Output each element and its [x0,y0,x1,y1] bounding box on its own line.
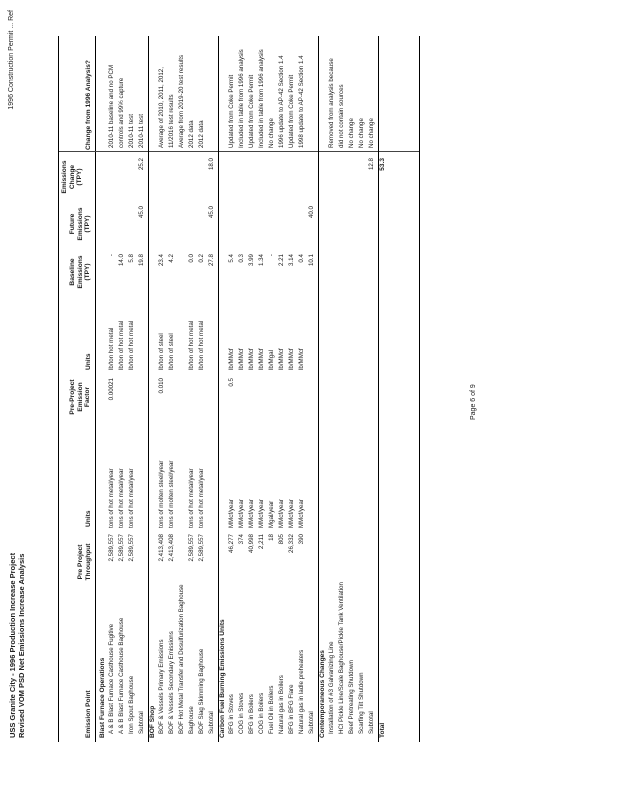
table-row [108,36,116,742]
cell-n: Removed from analysis because [328,58,335,148]
table-row [288,36,296,742]
doc-title: USS Granite City - 1996 Production Increase Project [8,552,17,738]
cell-n: Included in table from 1996 analysis [238,49,245,148]
cell-point: Installation of #3 Galvanizing Line [328,641,335,734]
cell-point: Natural gas in ladle preheaters [298,649,305,734]
col-change: Emissions Change (TPY) [61,160,83,194]
cell-n: No change [368,118,375,148]
cell-b: 23.4 [158,254,165,267]
cell-n: 2012 data [198,120,205,148]
cell-n: Average from 2019-20 test results [178,54,185,148]
cell-u: tons of hot metal/year [128,468,135,528]
cell-n: Updated from Coke Permit [248,74,255,148]
cell-b: 4.2 [168,254,175,263]
cell-tp: 18 [268,534,275,541]
cell-fu: lb/ton of hot metal [198,320,205,370]
cell-tp: 2,211 [258,534,265,550]
cell-point: Subtotal [368,711,375,734]
cell-u: MMcf/year [228,499,235,528]
cell-u: tons of hot metal/year [188,468,195,528]
cell-tp: 2,589,557 [118,534,125,562]
cell-b: - [268,254,275,257]
emissions-table [58,36,420,742]
cell-b: 10.1 [308,254,315,267]
cell-b: 27.8 [208,254,215,267]
cell-f: 0.5 [228,378,235,387]
cell-n: 2012 data [188,120,195,148]
cell-point: A & B Blast Furnace Casthouse Fugitive [108,623,115,734]
cell-b: 5.4 [228,254,235,263]
cell-u: MMcf/year [288,499,295,528]
col-factor: Pre-Project Emission Factor [69,379,91,415]
table-row [278,36,286,742]
cell-tp: 390 [298,534,305,545]
cell-tp: 2,589,557 [108,534,115,562]
table-row [238,36,246,742]
cell-c: 53.3 [379,158,386,171]
cell-b: 1.34 [258,254,265,267]
cell-fu: lb/MMcf [288,348,295,370]
col-future: Future Emissions (TPY) [69,207,91,241]
corner-label: 1996 Construction Permit ... Ref [8,10,15,110]
col-baseline: Baseline Emissions (TPY) [69,255,91,289]
cell-n: did not contain sources [338,84,345,148]
cell-point: BFG in BFG Flare [288,684,295,734]
cell-fu: lb/ton of hot metal [128,320,135,370]
cell-n: Included in table from 1996 analysis [258,49,265,148]
cell-tp: 2,589,557 [198,534,205,562]
cell-u: tons of hot metal/year [118,468,125,528]
cell-c: 18.0 [208,158,215,171]
cell-b: 2.21 [278,254,285,267]
cell-fe: 45.0 [208,206,215,219]
cell-point: BOF Slag Skimming Baghouse [198,648,205,734]
table-row [348,36,356,742]
cell-point: Baghouse [188,706,195,734]
cell-point: A & B Blast Furnace Casthouse Baghouse [118,617,125,734]
table-row [358,36,366,742]
table-row [198,36,206,742]
cell-u: tons of molten steel/year [158,460,165,528]
cell-b: 3.99 [248,254,255,267]
cell-b: 5.8 [128,254,135,263]
cell-tp: 2,589,557 [188,534,195,562]
cell-b: 19.8 [138,254,145,267]
section-row [149,36,157,742]
cell-point: COG in Stoves [238,692,245,734]
cell-point: Iron Spout Baghouse [128,675,135,734]
cell-b: 0.3 [238,254,245,263]
cell-fu: lb/MMcf [278,348,285,370]
cell-point: BOF Hot Metal Transfer and Desulfurization Baghouse [178,584,185,734]
cell-n: controls and 99% capture [118,77,125,148]
subtotal-row [308,36,316,742]
table-row [248,36,256,742]
cell-fu: lb/MMcf [298,348,305,370]
header-rule [95,36,96,742]
total-row [379,36,387,742]
cell-n: No change [268,118,275,148]
cell-tp: 40,998 [248,534,255,553]
cell-c: 25.2 [138,158,145,171]
cell-b: 14.0 [118,254,125,267]
col-factor-units: Units [85,353,92,370]
cell-fu: lb/ton of hot metal [188,320,195,370]
cell-n: Updated from Coke Permit [228,74,235,148]
cell-u: MMcf/year [248,499,255,528]
col-emission-point: Emission Point [85,690,92,738]
cell-u: MMcf/year [298,499,305,528]
table-row [258,36,266,742]
cell-point: BOF & Vessels Secondary Emissions [168,631,175,734]
table-row [128,36,136,742]
cell-n: 11/2016 test results [168,94,175,148]
cell-point: BOF Shop [149,705,156,738]
table-row [298,36,306,742]
cell-n: 1996 update to AP-42 Section 1.4 [278,55,285,148]
cell-n: 2010-11 baseline and no PCM [108,64,115,148]
cell-point: BOF & Vessels Primary Emissions [158,639,165,734]
cell-c: 12.8 [368,158,375,171]
cell-tp: 2,589,557 [128,534,135,562]
cell-n: 2010-11 test [128,114,135,148]
cell-u: tons of molten steel/year [168,460,175,528]
cell-fe: 45.0 [138,206,145,219]
cell-b: 0.4 [298,254,305,263]
cell-fu: lb/ton of steel [168,333,175,370]
cell-fu: lb/MMcf [238,348,245,370]
cell-tp: 2,413,408 [158,534,165,562]
cell-u: Mgal/year [268,500,275,528]
cell-point: BFG in Boilers [248,694,255,734]
cell-n: No change [348,118,355,148]
cell-f: 0.00021 [108,378,115,401]
cell-n: No change [358,118,365,148]
cell-tp: 374 [238,534,245,545]
section-row [99,36,107,742]
table-row [188,36,196,742]
cell-point: Beef Pretreating Shutdown [348,660,355,734]
cell-n: Updated from Coke Permit [288,74,295,148]
cell-tp: 805 [278,534,285,545]
table-row [228,36,236,742]
cell-u: MMcf/year [258,499,265,528]
cell-u: tons of hot metal/year [108,468,115,528]
cell-b: 0.2 [198,254,205,263]
cell-point: Scarfing Tilt Shutdown [358,672,365,734]
subtotal-row [138,36,146,742]
col-throughput: Pre Project Throughput [77,543,92,581]
cell-point: Total [379,722,386,738]
table-row [118,36,126,742]
cell-n: 1998 update to AP-42 Section 1.4 [298,55,305,148]
table-row [168,36,176,742]
cell-point: Natural gas in Boilers [278,675,285,734]
cell-u: MMcf/year [278,499,285,528]
table-row [268,36,276,742]
page-number: Page 6 of 9 [470,384,477,420]
cell-tp: 2,413,408 [168,534,175,562]
doc-subtitle: Revised VOM PSD Net Emissions Increase Analysis [17,553,26,738]
cell-n: Average of 2010, 2011, 2012, [158,67,165,148]
cell-point: COG in Boilers [258,692,265,734]
cell-point: Blast Furnace Operations [99,657,106,738]
cell-f: 0.010 [158,378,165,394]
table-row [178,36,186,742]
cell-b: 0.0 [188,254,195,263]
cell-point: Subtotal [308,711,315,734]
cell-u: MMcf/year [238,499,245,528]
cell-point: Contemporaneous Changes [319,650,326,738]
section-row [219,36,227,742]
section-row [319,36,327,742]
cell-fe: 40.0 [308,206,315,219]
cell-n: 2010-11 test [138,114,145,148]
subtotal-row [368,36,376,742]
table-row [158,36,166,742]
cell-b: 3.14 [288,254,295,267]
cell-point: Subtotal [208,711,215,734]
col-change-1996: Change from 1996 Analysis? [85,60,92,150]
cell-point: BFG in Stoves [228,694,235,734]
cell-tp: 26,332 [288,534,295,553]
cell-point: HCl Pickle Line/Scale Baghouse/Pickle Tank Ventilation [338,582,345,734]
cell-fu: lb/Mgal [268,350,275,370]
cell-fu: lb/MMcf [258,348,265,370]
table-row [338,36,346,742]
table-row [328,36,336,742]
cell-tp: 46,277 [228,534,235,553]
subtotal-row [208,36,216,742]
cell-fu: lb/ton hot metal [108,327,115,370]
cell-fu: lb/ton of steel [158,333,165,370]
cell-point: Fuel Oil in Boilers [268,685,275,734]
cell-point: Subtotal [138,711,145,734]
cell-fu: lb/ton of hot metal [118,320,125,370]
cell-u: tons of hot metal/year [198,468,205,528]
cell-b: - [108,254,115,257]
cell-fu: lb/MMcf [248,348,255,370]
col-units: Units [85,510,92,527]
cell-fu: lb/MMcf [228,348,235,370]
cell-point: Carbon Fuel Burning Emissions Units [219,619,226,738]
